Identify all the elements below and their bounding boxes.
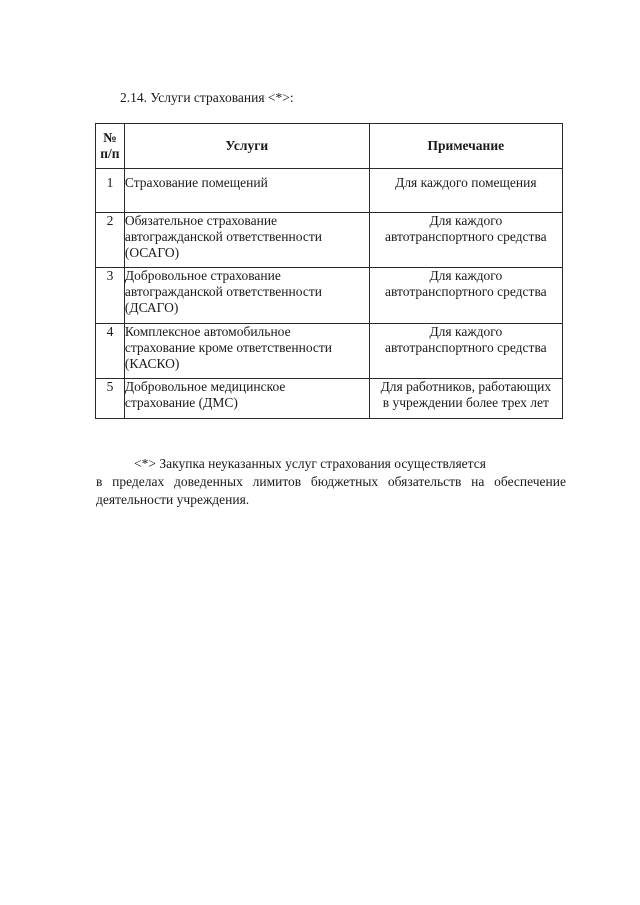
row-service	[124, 169, 369, 213]
row-number: 1	[96, 169, 125, 213]
column-header-number	[96, 124, 125, 169]
row-service-line: Обязательное страхование	[124, 213, 278, 228]
row-number: 2	[96, 213, 125, 268]
row-note-line: Для каждого помещения	[395, 175, 537, 190]
row-service-line: Комплексное автомобильное	[124, 324, 291, 339]
column-header-number-line2: п/п	[100, 146, 120, 161]
column-header-note: Примечание	[369, 124, 562, 169]
table-row	[96, 379, 563, 419]
row-number: 4	[96, 324, 125, 379]
row-service-line: (ОСАГО)	[124, 245, 180, 260]
section-title: 2.14. Услуги страхования <*>:	[120, 90, 294, 105]
row-note	[369, 213, 562, 268]
row-note-line: Для каждого	[429, 213, 503, 228]
row-service-line: страхование кроме ответственности	[124, 340, 333, 355]
table-header-row	[96, 124, 563, 169]
table-row	[96, 268, 563, 324]
insurance-services-table	[95, 123, 563, 419]
row-service-line: (ДСАГО)	[124, 300, 179, 315]
table-row	[96, 324, 563, 379]
row-number: 5	[96, 379, 125, 419]
row-note	[369, 268, 562, 324]
row-service	[124, 379, 369, 419]
row-note-line: Для каждого	[429, 324, 503, 339]
footnote-continuation: в пределах доведенных лимитов бюджетных обязательств на обеспечение деятельности учреждения.	[96, 474, 566, 507]
row-service-line: Добровольное страхование	[124, 268, 281, 283]
row-number: 3	[96, 268, 125, 324]
row-service-line: Страхование помещений	[124, 175, 268, 190]
column-header-service: Услуги	[124, 124, 369, 169]
row-service	[124, 213, 369, 268]
row-service-line: Добровольное медицинское	[124, 379, 286, 394]
row-service	[124, 268, 369, 324]
row-note-line: автотранспортного средства	[385, 229, 547, 244]
row-note	[369, 169, 562, 213]
row-service-line: автогражданской ответственности	[124, 229, 322, 244]
row-note-line: Для работников, работающих	[380, 379, 552, 394]
row-note	[369, 324, 562, 379]
row-note-line: Для каждого	[429, 268, 503, 283]
row-service-line: автогражданской ответственности	[124, 284, 322, 299]
footnote-first-line: <*> Закупка неуказанных услуг страхования осуществляется	[134, 456, 486, 471]
table-row	[96, 213, 563, 268]
row-service	[124, 324, 369, 379]
footnote	[96, 455, 566, 509]
row-note-line: в учреждении более трех лет	[382, 395, 549, 410]
row-service-line: (КАСКО)	[124, 356, 180, 371]
row-note	[369, 379, 562, 419]
column-header-number-line1: №	[103, 130, 117, 145]
row-note-line: автотранспортного средства	[385, 340, 547, 355]
table-row	[96, 169, 563, 213]
row-note-line: автотранспортного средства	[385, 284, 547, 299]
row-service-line: страхование (ДМС)	[124, 395, 238, 410]
